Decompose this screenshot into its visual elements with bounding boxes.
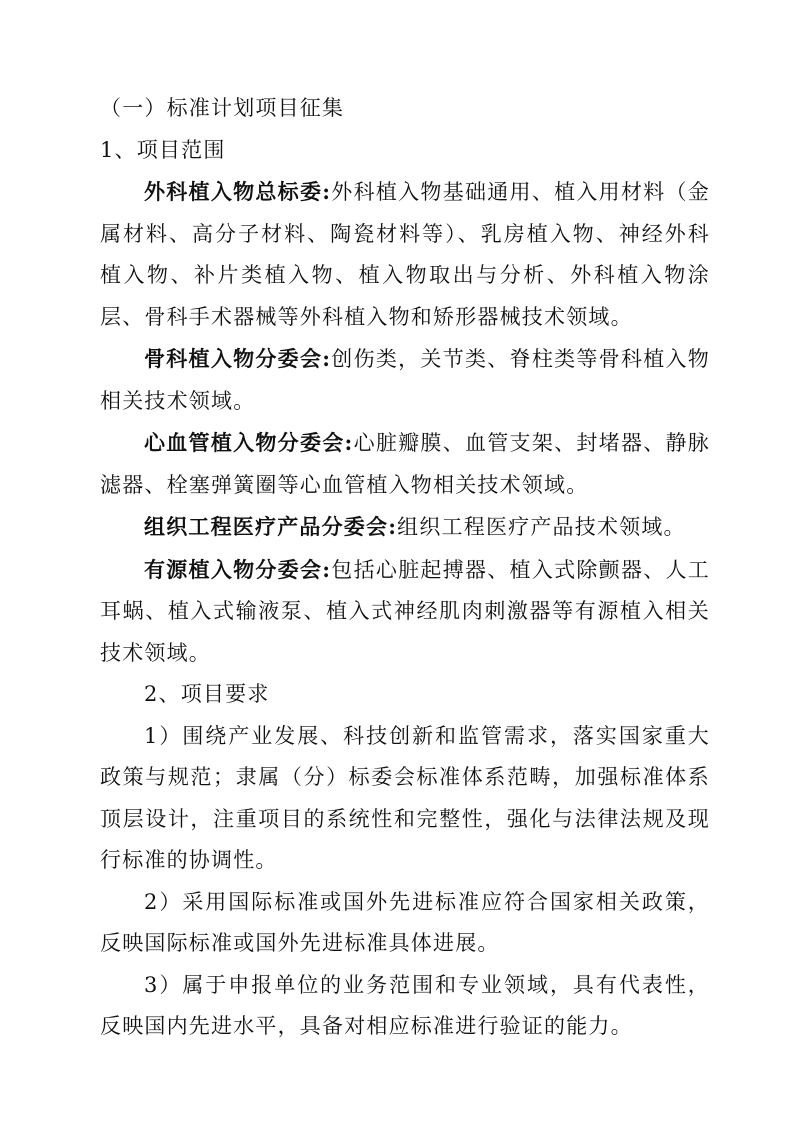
scope-heading: 1、项目范围 [100,137,226,162]
scope-item-general [100,171,710,338]
scope-item-label: 有源植入物分委会: [144,556,332,582]
scope-item-cardiovascular [100,422,710,506]
scope-item-text: 外科植入物基础通用、植入用材料（金属材料、高分子材料、陶瓷材料等）、乳房植入物、神经外科植入物、补片类植入物、植入物取出与分析、外科植入物涂层、骨科手术器械等外科植入物和矫形器械技术领域。 [100,180,710,329]
document-body [100,88,710,1048]
scope-item-label: 外科植入物总标委: [144,179,332,204]
scope-item-tissue-engineering [100,506,710,549]
section-title: （一）标准计划项目征集 [100,96,345,120]
scope-item-orthopedic [100,338,710,422]
requirement-item-1: 1）围绕产业发展、科技创新和监管需求，落实国家重大政策与规范；隶属（分）标委会标准体系范畴，加强标准体系顶层设计，注重项目的系统性和完整性，强化与法律法规及现行标准的协调性。 [100,723,710,872]
requirements-heading: 2、项目要求 [144,682,270,706]
scope-item-active-implants [100,549,710,675]
scope-item-label: 心血管植入物分委会: [144,430,354,455]
requirement-item-2: 2）采用国际标准或国外先进标准应符合国家相关政策，反映国际标准或国外先进标准具体进展。 [100,889,710,955]
scope-item-text: 创伤类，关节类、脊柱类等骨科植入物相关技术领域。 [100,347,710,413]
scope-item-text: 组织工程医疗产品技术领域。 [397,515,686,539]
scope-item-label: 组织工程医疗产品分委会: [144,514,398,539]
requirement-item-3: 3）属于申报单位的业务范围和专业领域，具有代表性，反映国内先进水平，具备对相应标准进行验证的能力。 [100,972,710,1038]
scope-item-text: 心脏瓣膜、血管支架、封堵器、静脉滤器、栓塞弹簧圈等心血管植入物相关技术领域。 [100,431,710,497]
scope-item-text: 包括心脏起搏器、植入式除颤器、人工耳蜗、植入式输液泵、植入式神经肌肉刺激器等有源植入相关技术领域。 [100,557,710,665]
scope-item-label: 骨科植入物分委会: [144,346,332,371]
